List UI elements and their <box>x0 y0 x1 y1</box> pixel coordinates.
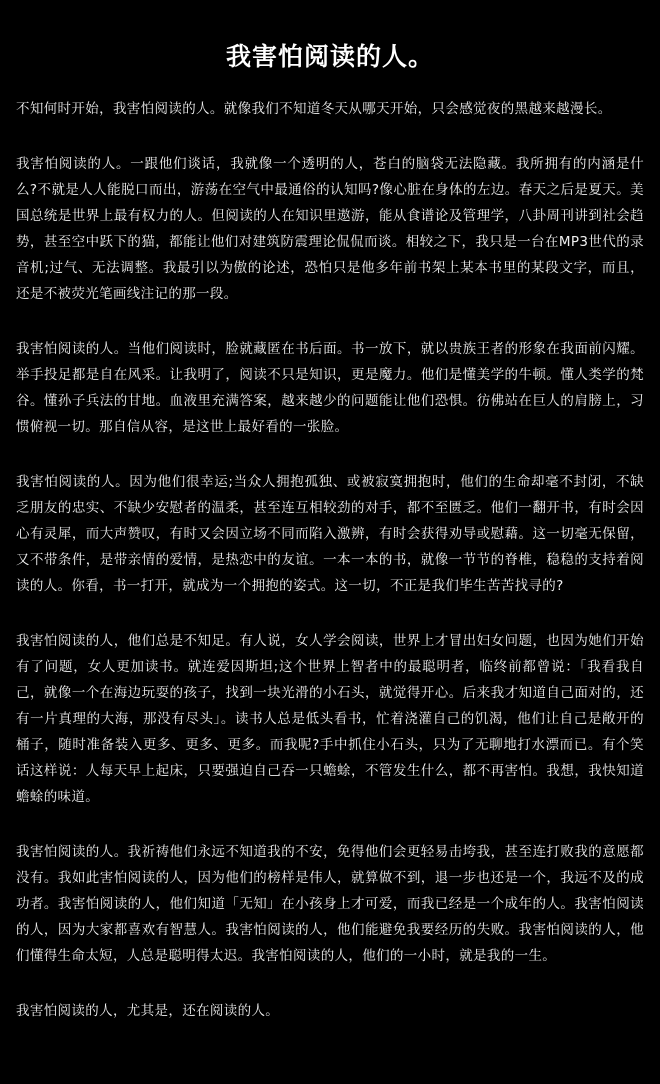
article-title: 我害怕阅读的人。 <box>225 41 434 71</box>
paragraph-7: 我害怕阅读的人，尤其是，还在阅读的人。 <box>16 1003 280 1019</box>
paragraph-3: 我害怕阅读的人。当他们阅读时，脸就藏匿在书后面。书一放下，就以贵族王者的形象在我面前闪耀。举手投足都是自在风采。让我明了，阅读不只是知识，更是魔力。他们是懂美学的牛顿。懂人类学的梵谷。懂孙子兵法的甘地。血液里充满答案，越来越少的问题能让他们恐惧。彷佛站在巨人的肩膀上，习惯俯视一切。那自信从容，是这世上最好看的一张脸。 <box>16 341 644 435</box>
article-body <box>16 96 644 1024</box>
paragraph-5: 我害怕阅读的人，他们总是不知足。有人说，女人学会阅读，世界上才冒出妇女问题，也因为她们开始有了问题，女人更加读书。就连爱因斯坦;这个世界上智者中的最聪明者，临终前都曾说：「我看我自己，就像一个在海边玩耍的孩子，找到一块光滑的小石头，就觉得开心。后来我才知道自己面对的，还有一片真理的大海，那没有尽头」。读书人总是低头看书，忙着浇灌自己的饥渴，他们让自己是敞开的桶子，随时准备装入更多、更多、更多。而我呢?手中抓住小石头，只为了无聊地打水漂而已。有个笑话这样说：人每天早上起床，只要强迫自己吞一只蟾蜍，不管发生什么，都不再害怕。我想，我快知道蟾蜍的味道。 <box>16 633 644 805</box>
paragraph-2: 我害怕阅读的人。一跟他们谈话，我就像一个透明的人，苍白的脑袋无法隐藏。我所拥有的内涵是什么?不就是人人能脱口而出，游荡在空气中最通俗的认知吗?像心脏在身体的左边。春天之后是夏天。美国总统是世界上最有权力的人。但阅读的人在知识里遨游，能从食谱论及管理学，八卦周刊讲到社会趋势，甚至空中跃下的猫，都能让他们对建筑防震理论侃侃而谈。相较之下，我只是一台在MP3世代的录音机;过气、无法调整。我最引以为傲的论述，恐怕只是他多年前书架上某本书里的某段文字，而且，还是不被荧光笔画线注记的那一段。 <box>16 156 644 302</box>
paragraph-1: 不知何时开始，我害怕阅读的人。就像我们不知道冬天从哪天开始，只会感觉夜的黑越来越漫长。 <box>16 101 612 117</box>
paragraph-4: 我害怕阅读的人。因为他们很幸运;当众人拥抱孤独、或被寂寞拥抱时，他们的生命却毫不封闭，不缺乏朋友的忠实、不缺少安慰者的温柔，甚至连互相较劲的对手，都不至匮乏。他们一翻开书，有时会因心有灵犀，而大声赞叹，有时又会因立场不同而陷入激辨，有时会获得劝导或慰藉。这一切毫无保留，又不带条件，是带亲情的爱情，是热恋中的友谊。一本一本的书，就像一节节的脊椎，稳稳的支持着阅读的人。你看，书一打开，就成为一个拥抱的姿式。这一切，不正是我们毕生苦苦找寻的? <box>16 474 644 594</box>
paragraph-6: 我害怕阅读的人。我祈祷他们永远不知道我的不安，免得他们会更轻易击垮我，甚至连打败我的意愿都没有。我如此害怕阅读的人，因为他们的榜样是伟人，就算做不到，退一步也还是一个，我远不及的成功者。我害怕阅读的人，他们知道「无知」在小孩身上才可爱，而我已经是一个成年的人。我害怕阅读的人，因为大家都喜欢有智慧人。我害怕阅读的人，他们能避免我要经历的失败。我害怕阅读的人，他们懂得生命太短，人总是聪明得太迟。我害怕阅读的人，他们的一小时，就是我的一生。 <box>16 844 644 964</box>
